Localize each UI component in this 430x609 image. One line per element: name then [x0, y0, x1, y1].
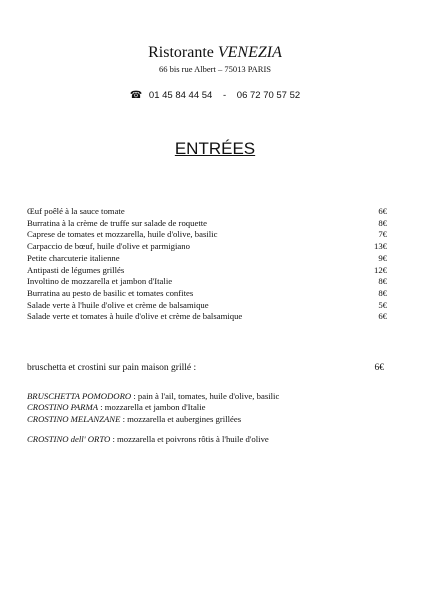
section-title: ENTRÉES — [174, 139, 256, 158]
menu-item-name: Carpaccio de bœuf, huile d'olive et parmigiano — [27, 241, 190, 252]
menu-item-price: 5€ — [378, 299, 387, 310]
menu-item-price: 8€ — [378, 287, 387, 298]
menu-item-name: Involtino de mozzarella et jambon d'Italie — [27, 276, 173, 287]
phone-separator: - — [222, 90, 227, 101]
spacer — [27, 425, 407, 434]
restaurant-name-italic: VENEZIA — [217, 44, 282, 61]
menu-item-price: 6€ — [378, 311, 387, 322]
crostini-desc: : mozzarella et poivrons rôtis à l'huile d'olive — [110, 434, 269, 445]
menu-item — [27, 229, 387, 241]
menu-item-name: Œuf poêlé à la sauce tomate — [27, 206, 125, 216]
crostini-item — [27, 434, 407, 445]
menu-item-name: Salade verte à l'huile d'olive et crème de balsamique — [27, 299, 209, 310]
restaurant-address: 66 bis rue Albert – 75013 PARIS — [158, 64, 272, 74]
menu-item-name: Petite charcuterie italienne — [27, 252, 120, 263]
menu-item-name: Caprese de tomates et mozzarella, huile d'olive, basilic — [27, 229, 218, 240]
menu-item — [27, 276, 387, 288]
menu-item-name: Salade verte et tomates à huile d'olive et crème de balsamique — [27, 311, 243, 322]
phone-number-1: 01 45 84 44 54 — [148, 90, 213, 101]
crostini-item — [27, 402, 407, 413]
menu-item-price: 8€ — [378, 276, 387, 287]
bruschetta-price: 6€ — [374, 363, 384, 373]
crostini-desc: : pain à l'ail, tomates, huile d'olive, basilic — [131, 391, 280, 401]
bruschetta-text: bruschetta et crostini sur pain maison grillé : — [27, 363, 197, 373]
menu-item — [27, 253, 387, 265]
menu-item-name: Burratina au pesto de basilic et tomates confites — [27, 287, 194, 298]
crostini-desc: : mozzarella et jambon d'Italie — [98, 402, 206, 413]
menu-list — [27, 206, 387, 323]
restaurant-name — [0, 44, 430, 62]
menu-item-price: 12€ — [373, 264, 387, 275]
menu-item-name: Burratina à la crème de truffe sur salade de roquette — [27, 217, 208, 228]
menu-item-price: 8€ — [378, 217, 387, 228]
crostini-name: BRUSCHETTA POMODORO — [27, 391, 132, 401]
restaurant-header — [0, 44, 430, 74]
crostini-name: CROSTINO dell' ORTO — [27, 434, 111, 445]
menu-item-price: 7€ — [378, 229, 387, 240]
crostini-item — [27, 391, 407, 402]
menu-item — [27, 218, 387, 230]
crostini-list — [27, 391, 407, 446]
menu-item — [27, 265, 387, 277]
phone-number-2: 06 72 70 57 52 — [236, 90, 301, 101]
crostini-name: CROSTINO MELANZANE — [27, 413, 121, 424]
phone-numbers — [0, 90, 430, 101]
menu-item — [27, 311, 387, 323]
menu-item — [27, 241, 387, 253]
crostini-name: CROSTINO PARMA — [27, 402, 99, 413]
menu-item-name: Antipasti de légumes grillés — [27, 264, 125, 275]
menu-item — [27, 206, 387, 218]
menu-item-price: 6€ — [378, 206, 387, 216]
crostini-item — [27, 414, 407, 425]
menu-item — [27, 288, 387, 300]
menu-item-price: 9€ — [378, 252, 387, 263]
crostini-desc: : mozzarella et aubergines grillées — [120, 413, 242, 424]
menu-item-price: 13€ — [373, 241, 387, 252]
menu-item — [27, 300, 387, 312]
restaurant-name-plain: Ristorante — [148, 44, 218, 61]
phone-icon: ☎ — [129, 90, 143, 101]
bruschetta-line — [27, 363, 384, 373]
